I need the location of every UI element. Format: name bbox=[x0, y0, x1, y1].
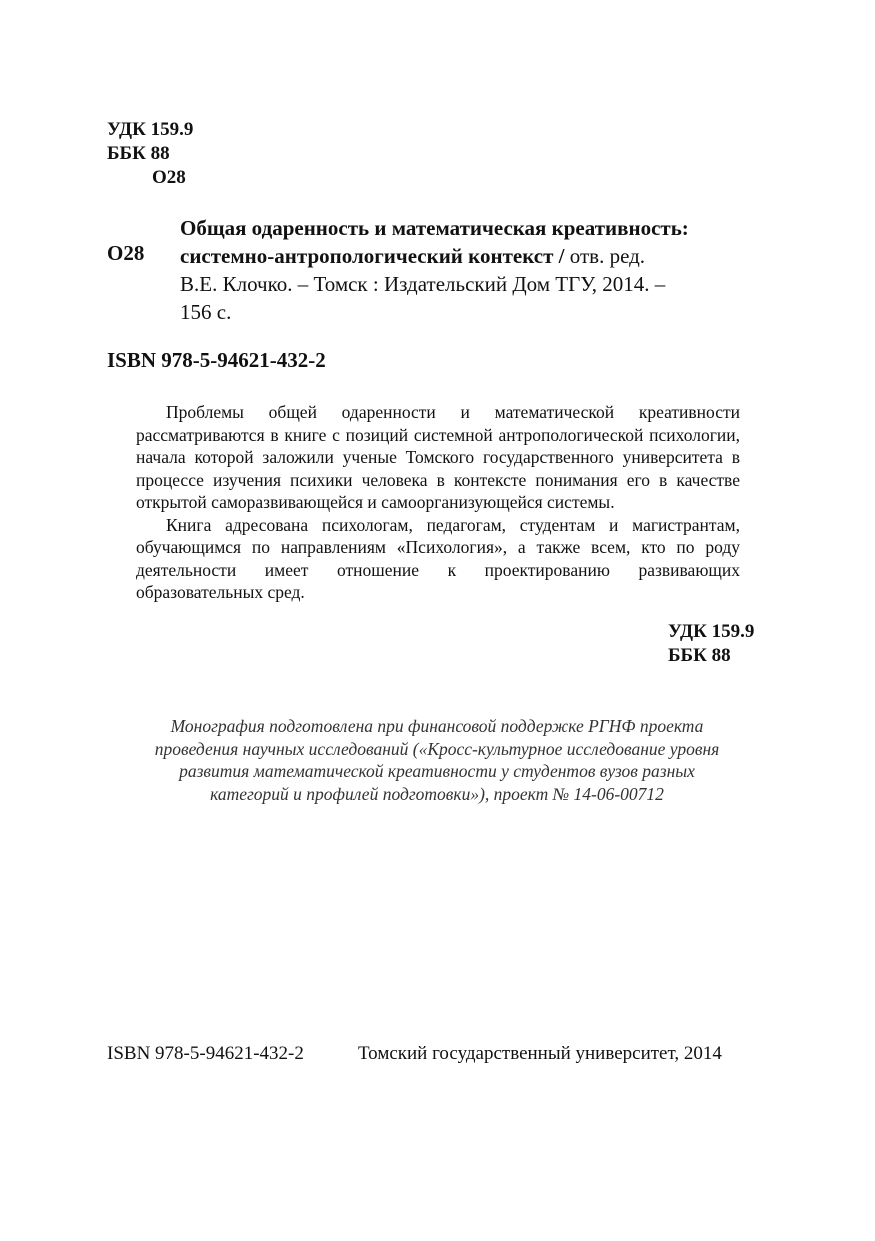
classification-codes-top bbox=[107, 118, 193, 190]
udk-code: УДК 159.9 bbox=[107, 119, 194, 140]
annotation bbox=[136, 401, 740, 604]
funding-line-4: категорий и профилей подготовки»), проект № 14-06-00712 bbox=[210, 783, 664, 804]
funding-line-3: развития математической креативности у студентов вузов разных bbox=[179, 761, 695, 781]
bibliographic-entry bbox=[180, 214, 760, 326]
page-count: 156 с. bbox=[180, 300, 232, 324]
bbk-code-bottom: ББК 88 bbox=[668, 645, 731, 666]
funding-note bbox=[107, 715, 767, 805]
responsibility-statement: отв. ред. bbox=[564, 244, 646, 268]
bbk-code: ББК 88 bbox=[107, 143, 170, 164]
udk-code-bottom: УДК 159.9 bbox=[668, 621, 755, 642]
annotation-paragraph-1: Проблемы общей одаренности и математической креативности рассматриваются в книге с позиций системной антропологической психологии, начала которой заложили ученые Томского государственного университета в процессе изучения психики человека в контексте понимания его в качестве открытой саморазвивающейся и самоорганизующейся системы. bbox=[136, 402, 740, 512]
footer-isbn: ISBN 978-5-94621-432-2 bbox=[107, 1043, 304, 1064]
editor-publisher-line: В.Е. Клочко. – Томск : Издательский Дом ТГУ, 2014. – bbox=[180, 272, 666, 296]
funding-line-1: Монография подготовлена при финансовой поддержке РГНФ проекта bbox=[170, 716, 704, 736]
author-mark: О28 bbox=[107, 241, 145, 265]
copyright-notice: Томский государственный университет, 2014 bbox=[358, 1043, 722, 1064]
funding-line-2: проведения научных исследований («Кросс-культурное исследование уровня bbox=[154, 738, 720, 759]
book-title-line-1: Общая одаренность и математическая креативность: bbox=[180, 216, 689, 240]
author-code: О28 bbox=[152, 167, 186, 188]
classification-codes-bottom bbox=[668, 620, 754, 668]
book-subtitle: системно-антропологический контекст / bbox=[180, 244, 565, 268]
annotation-paragraph-2: Книга адресована психологам, педагогам, студентам и магистрантам, обучающимся по направлениям «Психология», а также всем, кто по роду деятельности имеет отношение к проектированию развивающих образовательных сред. bbox=[136, 514, 740, 602]
isbn-heading: ISBN 978-5-94621-432-2 bbox=[107, 348, 326, 372]
book-title-line-2 bbox=[180, 242, 760, 270]
